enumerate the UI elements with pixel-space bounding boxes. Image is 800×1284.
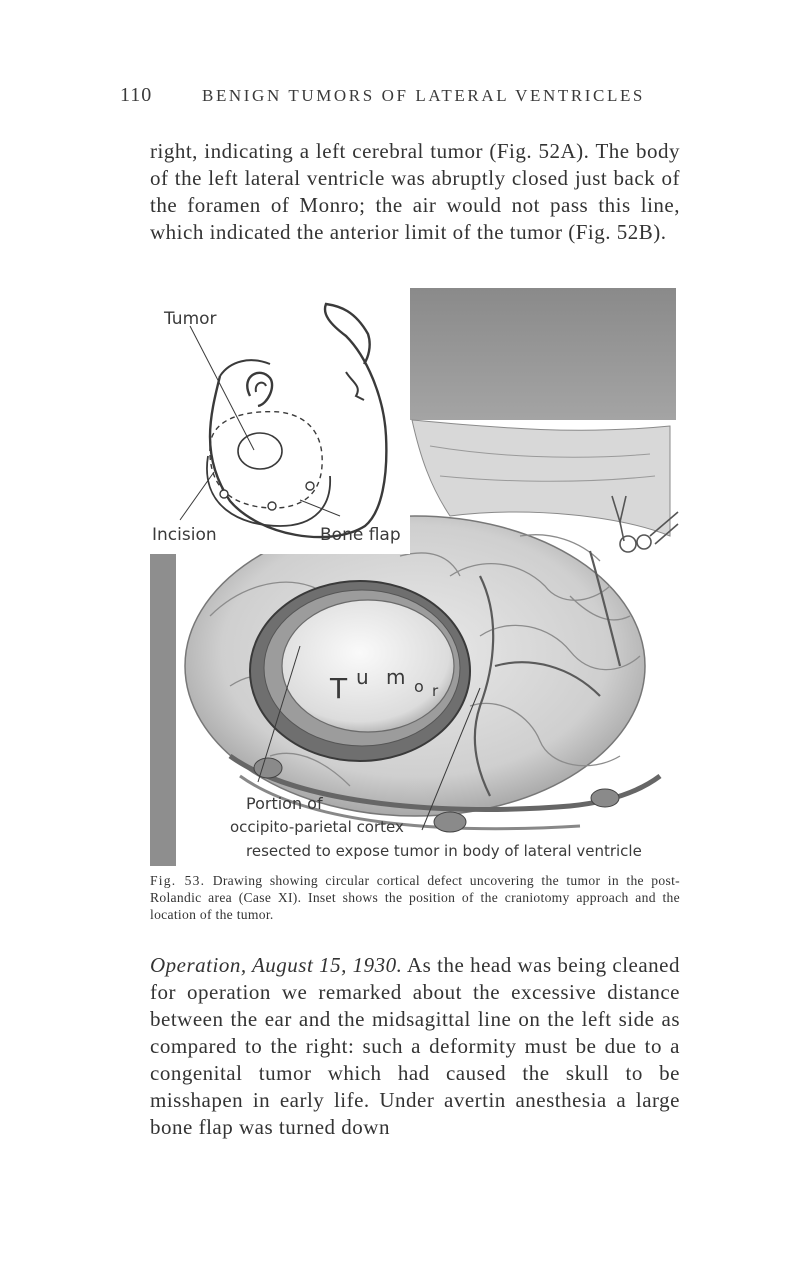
label-portion-line1: Portion of [246,794,323,813]
tumor-letter: r [432,682,439,700]
page-number: 110 [120,84,153,106]
label-portion-line2: occipito-parietal cortex [230,818,404,836]
figure-caption [150,872,680,923]
running-title: BENIGN TUMORS OF LATERAL VENTRICLES [202,86,645,105]
inset-label-incision: Incision [152,525,217,545]
surgical-illustration [150,286,680,866]
body-paragraph-top: right, indicating a left cerebral tumor (Fig. 52A). The body of the left lateral ventricle was abruptly closed just back of the foramen of Monro; the air would not pass this line, which indicated the anterior limit of the tumor (Fig. 52B). [150,139,680,244]
caption-text: Drawing showing circular cortical defect uncovering the tumor in the post-Rolandic area (Case XI). Inset shows the position of the craniotomy approach and the location of the tumor. [150,873,680,922]
inset-diagram [150,286,410,554]
tumor-letter: u [356,665,369,689]
drape-left [150,554,176,866]
label-portion-line3: resected to expose tumor in body of lateral ventricle [246,842,642,860]
tumor-letter: m [386,665,406,689]
caption-label: Fig. 53. [150,873,206,888]
tumor-letter: T [330,672,348,705]
figure-53 [150,286,680,866]
operation-lead: Operation, August 15, 1930. [150,953,403,977]
drape-top [410,288,676,420]
inset-label-tumor: Tumor [164,309,217,329]
tumor-letter: o [414,677,424,696]
running-head [120,84,680,110]
inset-label-bone-flap: Bone flap [320,525,401,545]
body-paragraph-operation [150,952,680,1141]
operation-text: As the head was being cleaned for operation we remarked about the excessive distance between the ear and the midsagittal line on the left side as compared to the right: such a deformity must be due to a congenital tumor which had caused the skull to be misshapen in early life. Under avertin anesthesia a large bone flap was turned down [150,953,680,1139]
